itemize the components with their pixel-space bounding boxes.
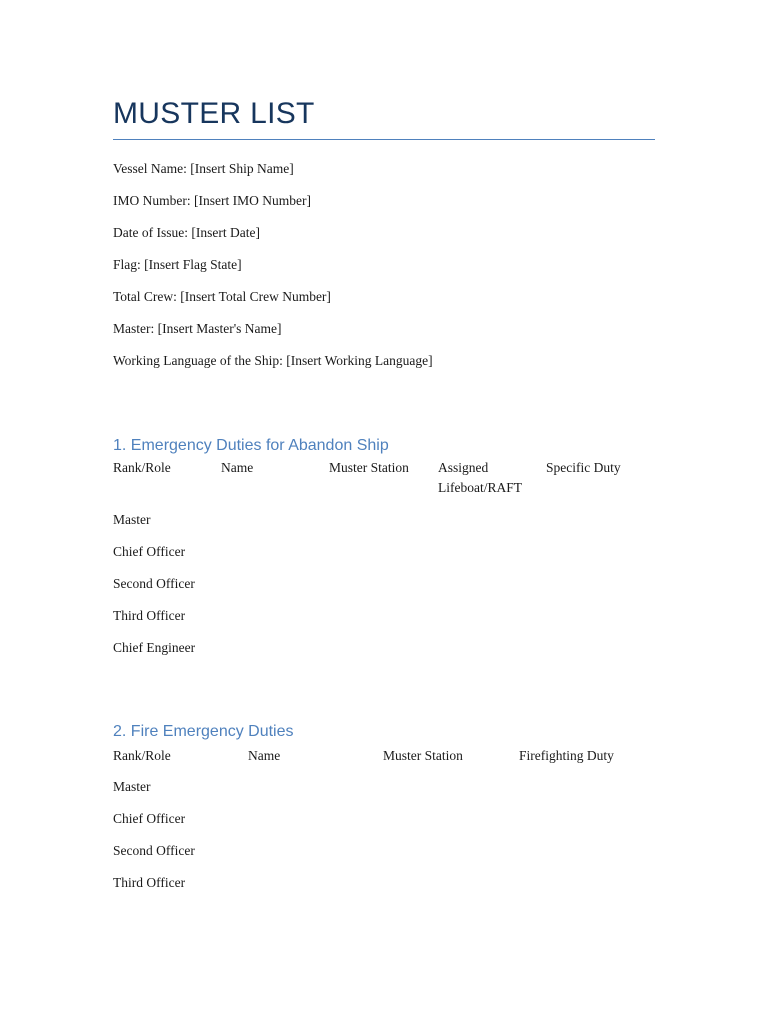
date-of-issue-line: Date of Issue: [Insert Date] xyxy=(113,225,260,240)
s2-row-chief-officer: Chief Officer xyxy=(113,811,186,826)
s2-row-third-officer: Third Officer xyxy=(113,875,186,890)
s1-col-specific-duty: Specific Duty xyxy=(546,460,621,475)
s2-row-second-officer: Second Officer xyxy=(113,843,195,858)
s1-col-muster-station: Muster Station xyxy=(329,460,409,475)
s2-col-name: Name xyxy=(248,748,281,763)
title-divider xyxy=(113,139,655,140)
s1-row-third-officer: Third Officer xyxy=(113,608,186,623)
flag-line: Flag: [Insert Flag State] xyxy=(113,257,242,272)
section-1-heading: 1. Emergency Duties for Abandon Ship xyxy=(113,437,389,454)
s2-col-rank-role: Rank/Role xyxy=(113,748,171,763)
s1-row-chief-officer: Chief Officer xyxy=(113,544,186,559)
section-2-heading: 2. Fire Emergency Duties xyxy=(113,723,294,740)
s2-row-master: Master xyxy=(113,779,151,794)
s2-col-muster-station: Muster Station xyxy=(383,748,463,763)
s1-col-rank-role: Rank/Role xyxy=(113,460,171,475)
working-language-line: Working Language of the Ship: [Insert Working Language] xyxy=(113,353,433,368)
imo-number-line: IMO Number: [Insert IMO Number] xyxy=(113,193,311,208)
s1-row-chief-engineer: Chief Engineer xyxy=(113,640,196,655)
s1-col-lifeboat-raft: Lifeboat/RAFT xyxy=(438,480,522,495)
total-crew-line: Total Crew: [Insert Total Crew Number] xyxy=(113,289,331,304)
s1-row-master: Master xyxy=(113,512,151,527)
s1-col-assigned: Assigned xyxy=(438,460,489,475)
vessel-name-line: Vessel Name: [Insert Ship Name] xyxy=(113,161,294,176)
master-line: Master: [Insert Master's Name] xyxy=(113,321,282,336)
s1-row-second-officer: Second Officer xyxy=(113,576,195,591)
document-title: MUSTER LIST xyxy=(113,97,315,130)
s1-col-name: Name xyxy=(221,460,254,475)
s2-col-firefighting-duty: Firefighting Duty xyxy=(519,748,614,763)
